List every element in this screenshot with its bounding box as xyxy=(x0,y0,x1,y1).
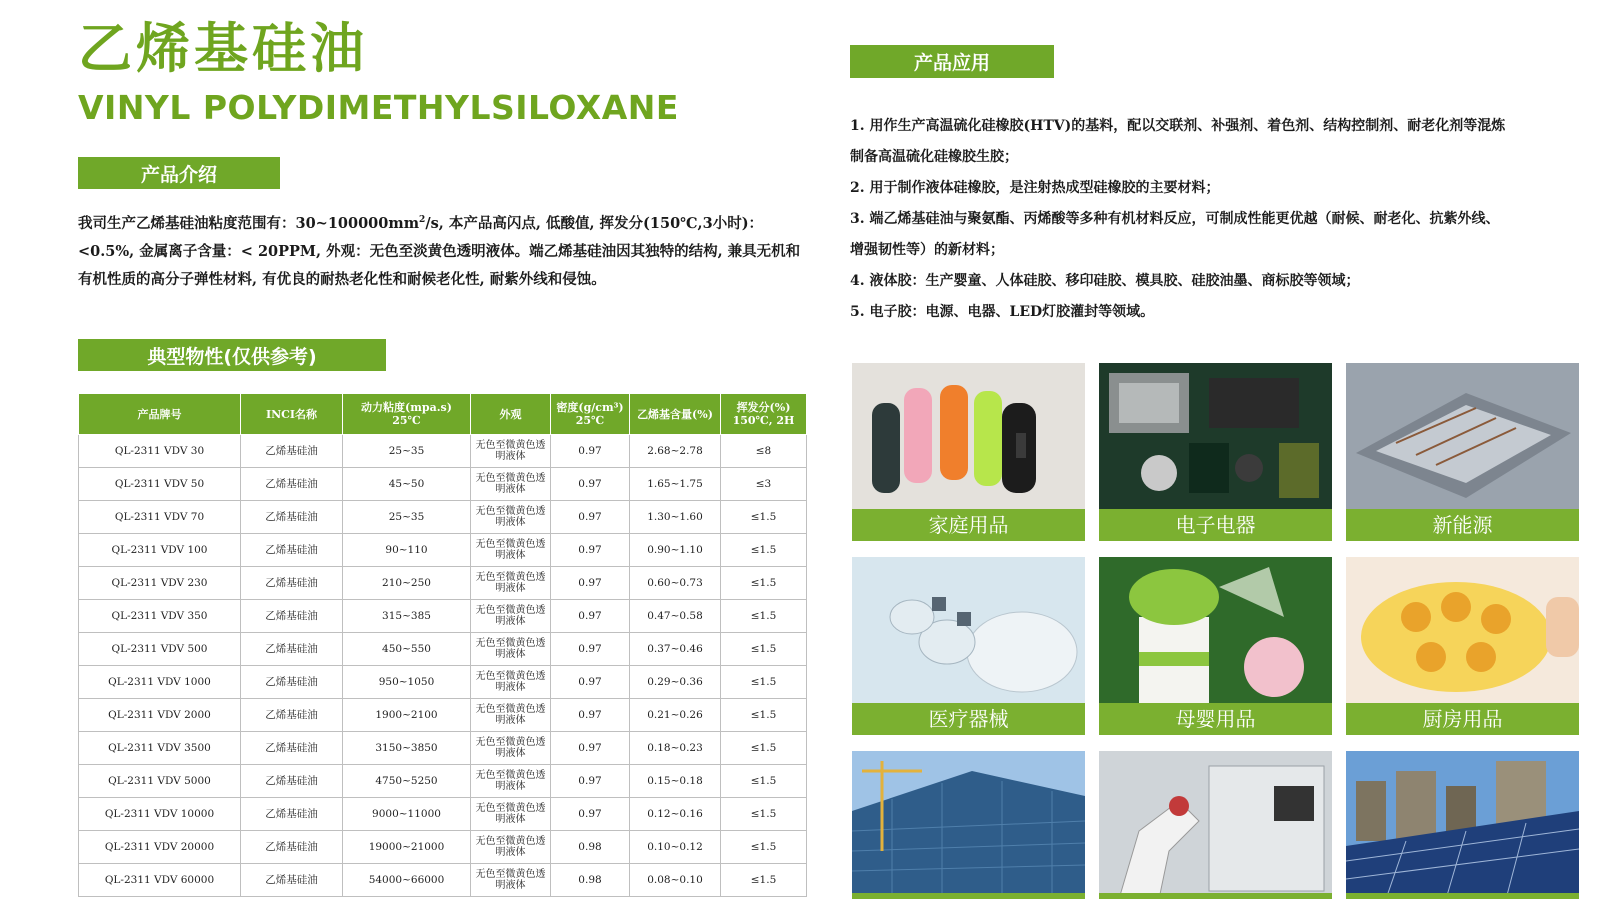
table-cell: 0.18~0.23 xyxy=(630,732,721,765)
application-line: 1. 用作生产高温硫化硅橡胶(HTV)的基料，配以交联剂、补强剂、着色剂、结构控制剂、耐老化剂等混炼 xyxy=(850,118,1506,134)
table-row xyxy=(79,468,807,501)
table-cell: 0.97 xyxy=(551,435,630,468)
table-cell: ≤3 xyxy=(721,468,807,501)
table-cell: ≤1.5 xyxy=(721,831,807,864)
table-header-cell: 乙烯基含量(%) xyxy=(630,394,721,435)
table-row xyxy=(79,699,807,732)
tile-caption: 厨房用品 xyxy=(1346,703,1579,735)
table-row xyxy=(79,798,807,831)
table-cell: 乙烯基硅油 xyxy=(241,435,343,468)
table-cell: 无色至微黄色透明液体 xyxy=(471,765,551,798)
table-cell: 0.98 xyxy=(551,831,630,864)
baby-bottle-photo-icon xyxy=(1099,557,1332,703)
tile-caption: 家庭用品 xyxy=(852,509,1085,541)
tile-household xyxy=(852,363,1085,541)
table-cell: 0.29~0.36 xyxy=(630,666,721,699)
table-cell: 1900~2100 xyxy=(343,699,471,732)
table-cell: 2.68~2.78 xyxy=(630,435,721,468)
table-cell: 乙烯基硅油 xyxy=(241,501,343,534)
title-en: VINYL POLYDIMETHYLSILOXANE xyxy=(78,88,679,127)
table-cell: 乙烯基硅油 xyxy=(241,600,343,633)
tile-caption: 电子电器 xyxy=(1099,509,1332,541)
table-cell: 无色至微黄色透明液体 xyxy=(471,831,551,864)
table-row xyxy=(79,567,807,600)
table-cell: 0.37~0.46 xyxy=(630,633,721,666)
table-cell: QL-2311 VDV 70 xyxy=(79,501,241,534)
table-header-cell: 密度(g/cm³) 25℃ xyxy=(551,394,630,435)
table-row xyxy=(79,864,807,897)
table-row xyxy=(79,501,807,534)
table-header-cell: INCI名称 xyxy=(241,394,343,435)
table-cell: 315~385 xyxy=(343,600,471,633)
table-cell: 54000~66000 xyxy=(343,864,471,897)
table-cell: 0.97 xyxy=(551,534,630,567)
table-cell: 950~1050 xyxy=(343,666,471,699)
table-row xyxy=(79,435,807,468)
table-cell: 乙烯基硅油 xyxy=(241,567,343,600)
tile-medical xyxy=(852,557,1085,735)
props-heading: 典型物性(仅供参考) xyxy=(147,345,317,368)
table-cell: 乙烯基硅油 xyxy=(241,864,343,897)
table-cell: 0.08~0.10 xyxy=(630,864,721,897)
table-cell: QL-2311 VDV 230 xyxy=(79,567,241,600)
solar-panel-photo-icon xyxy=(1346,751,1579,899)
table-row xyxy=(79,666,807,699)
table-header-row xyxy=(79,394,807,435)
title-cn: 乙烯基硅油 xyxy=(78,17,368,80)
table-cell: 无色至微黄色透明液体 xyxy=(471,732,551,765)
table-row xyxy=(79,600,807,633)
application-line: 4. 液体胶：生产婴童、人体硅胶、移印硅胶、模具胶、硅胶油墨、商标胶等领域； xyxy=(850,273,1360,289)
table-cell: QL-2311 VDV 2000 xyxy=(79,699,241,732)
tile-construction xyxy=(852,751,1085,899)
table-cell: 3150~3850 xyxy=(343,732,471,765)
table-cell: 0.15~0.18 xyxy=(630,765,721,798)
intro-text-part1: 我司生产乙烯基硅油粘度范围有：30~100000mm xyxy=(78,214,420,232)
table-header-cell: 挥发分(%) 150℃, 2H xyxy=(721,394,807,435)
table-cell: QL-2311 VDV 1000 xyxy=(79,666,241,699)
table-cell: 45~50 xyxy=(343,468,471,501)
table-cell: 0.97 xyxy=(551,468,630,501)
table-cell: QL-2311 VDV 5000 xyxy=(79,765,241,798)
application-line: 5. 电子胶：电源、电器、LED灯胶灌封等领域。 xyxy=(850,304,1155,320)
table-cell: QL-2311 VDV 500 xyxy=(79,633,241,666)
table-header-cell: 产品牌号 xyxy=(79,394,241,435)
table-cell: 无色至微黄色透明液体 xyxy=(471,468,551,501)
table-cell: QL-2311 VDV 3500 xyxy=(79,732,241,765)
table-cell: 25~35 xyxy=(343,501,471,534)
table-cell: 无色至微黄色透明液体 xyxy=(471,798,551,831)
table-cell: 乙烯基硅油 xyxy=(241,666,343,699)
table-cell: 1.30~1.60 xyxy=(630,501,721,534)
table-cell: 0.97 xyxy=(551,765,630,798)
table-cell: 0.47~0.58 xyxy=(630,600,721,633)
table-cell: ≤1.5 xyxy=(721,798,807,831)
table-cell: ≤8 xyxy=(721,435,807,468)
table-cell: ≤1.5 xyxy=(721,567,807,600)
table-header-cell: 动力粘度(mpa.s) 25℃ xyxy=(343,394,471,435)
table-cell: 0.12~0.16 xyxy=(630,798,721,831)
table-cell: 1.65~1.75 xyxy=(630,468,721,501)
circuit-board-photo-icon xyxy=(1099,363,1332,509)
robot-machine-photo-icon xyxy=(1099,751,1332,899)
props-heading-banner xyxy=(78,339,386,371)
table-cell: ≤1.5 xyxy=(721,600,807,633)
table-cell: 0.97 xyxy=(551,732,630,765)
table-cell: QL-2311 VDV 30 xyxy=(79,435,241,468)
table-cell: 无色至微黄色透明液体 xyxy=(471,699,551,732)
table-cell: ≤1.5 xyxy=(721,534,807,567)
table-cell: QL-2311 VDV 20000 xyxy=(79,831,241,864)
tile-caption: 医疗器械 xyxy=(852,703,1085,735)
table-cell: 0.98 xyxy=(551,864,630,897)
table-cell: 乙烯基硅油 xyxy=(241,798,343,831)
table-cell: 0.97 xyxy=(551,567,630,600)
table-cell: 0.21~0.26 xyxy=(630,699,721,732)
table-cell: 4750~5250 xyxy=(343,765,471,798)
table-cell: 19000~21000 xyxy=(343,831,471,864)
table-cell: 乙烯基硅油 xyxy=(241,831,343,864)
table-cell: 0.97 xyxy=(551,633,630,666)
wristband-photo-icon xyxy=(852,363,1085,509)
table-row xyxy=(79,534,807,567)
table-cell: ≤1.5 xyxy=(721,864,807,897)
application-line: 3. 端乙烯基硅油与聚氨酯、丙烯酸等多种有机材料反应，可制成性能更优越（耐候、耐老化、抗紫外线、 xyxy=(850,211,1500,227)
table-cell: ≤1.5 xyxy=(721,732,807,765)
table-body xyxy=(79,435,807,897)
table-cell: 无色至微黄色透明液体 xyxy=(471,501,551,534)
table-cell: ≤1.5 xyxy=(721,699,807,732)
table-header-cell: 外观 xyxy=(471,394,551,435)
application-line: 制备高温硫化硅橡胶生胶； xyxy=(850,149,1018,165)
tile-caption: 母婴用品 xyxy=(1099,703,1332,735)
table-cell: 90~110 xyxy=(343,534,471,567)
tile-baby xyxy=(1099,557,1332,735)
medical-mask-photo-icon xyxy=(852,557,1085,703)
intro-heading: 产品介绍 xyxy=(140,163,217,186)
table-cell: 0.97 xyxy=(551,600,630,633)
table-cell: 0.97 xyxy=(551,501,630,534)
intro-text-part2: /s, 本产品高闪点, 低酸值, 挥发分(150℃,3小时)：<0.5%, 金属离子含量：< 20PPM, 外观：无色至淡黄色透明液体。端乙烯基硅油因其独特的结构, 兼具无机和有机性质的高分子弹性材料, 有优良的耐热老化性和耐候老化性, 耐紫外线和侵蚀。 xyxy=(78,214,801,288)
table-cell: 无色至微黄色透明液体 xyxy=(471,534,551,567)
intro-heading-banner xyxy=(78,157,280,189)
table-cell: QL-2311 VDV 60000 xyxy=(79,864,241,897)
table-cell: 乙烯基硅油 xyxy=(241,534,343,567)
table-cell: QL-2311 VDV 350 xyxy=(79,600,241,633)
tile-caption: 新能源 xyxy=(1346,509,1579,541)
table-cell: 无色至微黄色透明液体 xyxy=(471,567,551,600)
battery-pack-photo-icon xyxy=(1346,363,1579,509)
tile-new-energy xyxy=(1346,363,1579,541)
application-line: 增强韧性等）的新材料； xyxy=(850,242,1004,258)
table-cell: 乙烯基硅油 xyxy=(241,732,343,765)
apps-heading: 产品应用 xyxy=(913,52,990,74)
table-row xyxy=(79,633,807,666)
table-cell: 乙烯基硅油 xyxy=(241,633,343,666)
table-cell: 无色至微黄色透明液体 xyxy=(471,435,551,468)
table-cell: 0.10~0.12 xyxy=(630,831,721,864)
table-row xyxy=(79,732,807,765)
tile-machinery xyxy=(1099,751,1332,899)
table-cell: ≤1.5 xyxy=(721,765,807,798)
tile-electronics xyxy=(1099,363,1332,541)
silicone-mold-photo-icon xyxy=(1346,557,1579,703)
properties-table xyxy=(78,393,807,897)
tile-solar xyxy=(1346,751,1579,899)
table-cell: 乙烯基硅油 xyxy=(241,699,343,732)
table-cell: 0.60~0.73 xyxy=(630,567,721,600)
table-cell: 无色至微黄色透明液体 xyxy=(471,600,551,633)
table-cell: ≤1.5 xyxy=(721,666,807,699)
table-cell: 25~35 xyxy=(343,435,471,468)
table-cell: 0.90~1.10 xyxy=(630,534,721,567)
intro-superscript: 2 xyxy=(419,215,426,225)
intro-paragraph xyxy=(78,206,808,294)
application-line: 2. 用于制作液体硅橡胶，是注射热成型硅橡胶的主要材料； xyxy=(850,180,1220,196)
table-cell: QL-2311 VDV 10000 xyxy=(79,798,241,831)
table-cell: 210~250 xyxy=(343,567,471,600)
table-cell: QL-2311 VDV 50 xyxy=(79,468,241,501)
table-cell: 450~550 xyxy=(343,633,471,666)
table-cell: ≤1.5 xyxy=(721,501,807,534)
table-cell: 无色至微黄色透明液体 xyxy=(471,633,551,666)
building-photo-icon xyxy=(852,751,1085,899)
table-row xyxy=(79,831,807,864)
table-cell: 9000~11000 xyxy=(343,798,471,831)
table-cell: 0.97 xyxy=(551,666,630,699)
table-cell: 乙烯基硅油 xyxy=(241,468,343,501)
table-row xyxy=(79,765,807,798)
table-cell: 无色至微黄色透明液体 xyxy=(471,666,551,699)
tile-kitchen xyxy=(1346,557,1579,735)
table-cell: 无色至微黄色透明液体 xyxy=(471,864,551,897)
table-cell: 0.97 xyxy=(551,699,630,732)
table-cell: 0.97 xyxy=(551,798,630,831)
apps-heading-banner xyxy=(850,45,1054,78)
table-cell: ≤1.5 xyxy=(721,633,807,666)
table-cell: QL-2311 VDV 100 xyxy=(79,534,241,567)
table-cell: 乙烯基硅油 xyxy=(241,765,343,798)
applications-list xyxy=(850,111,1580,328)
